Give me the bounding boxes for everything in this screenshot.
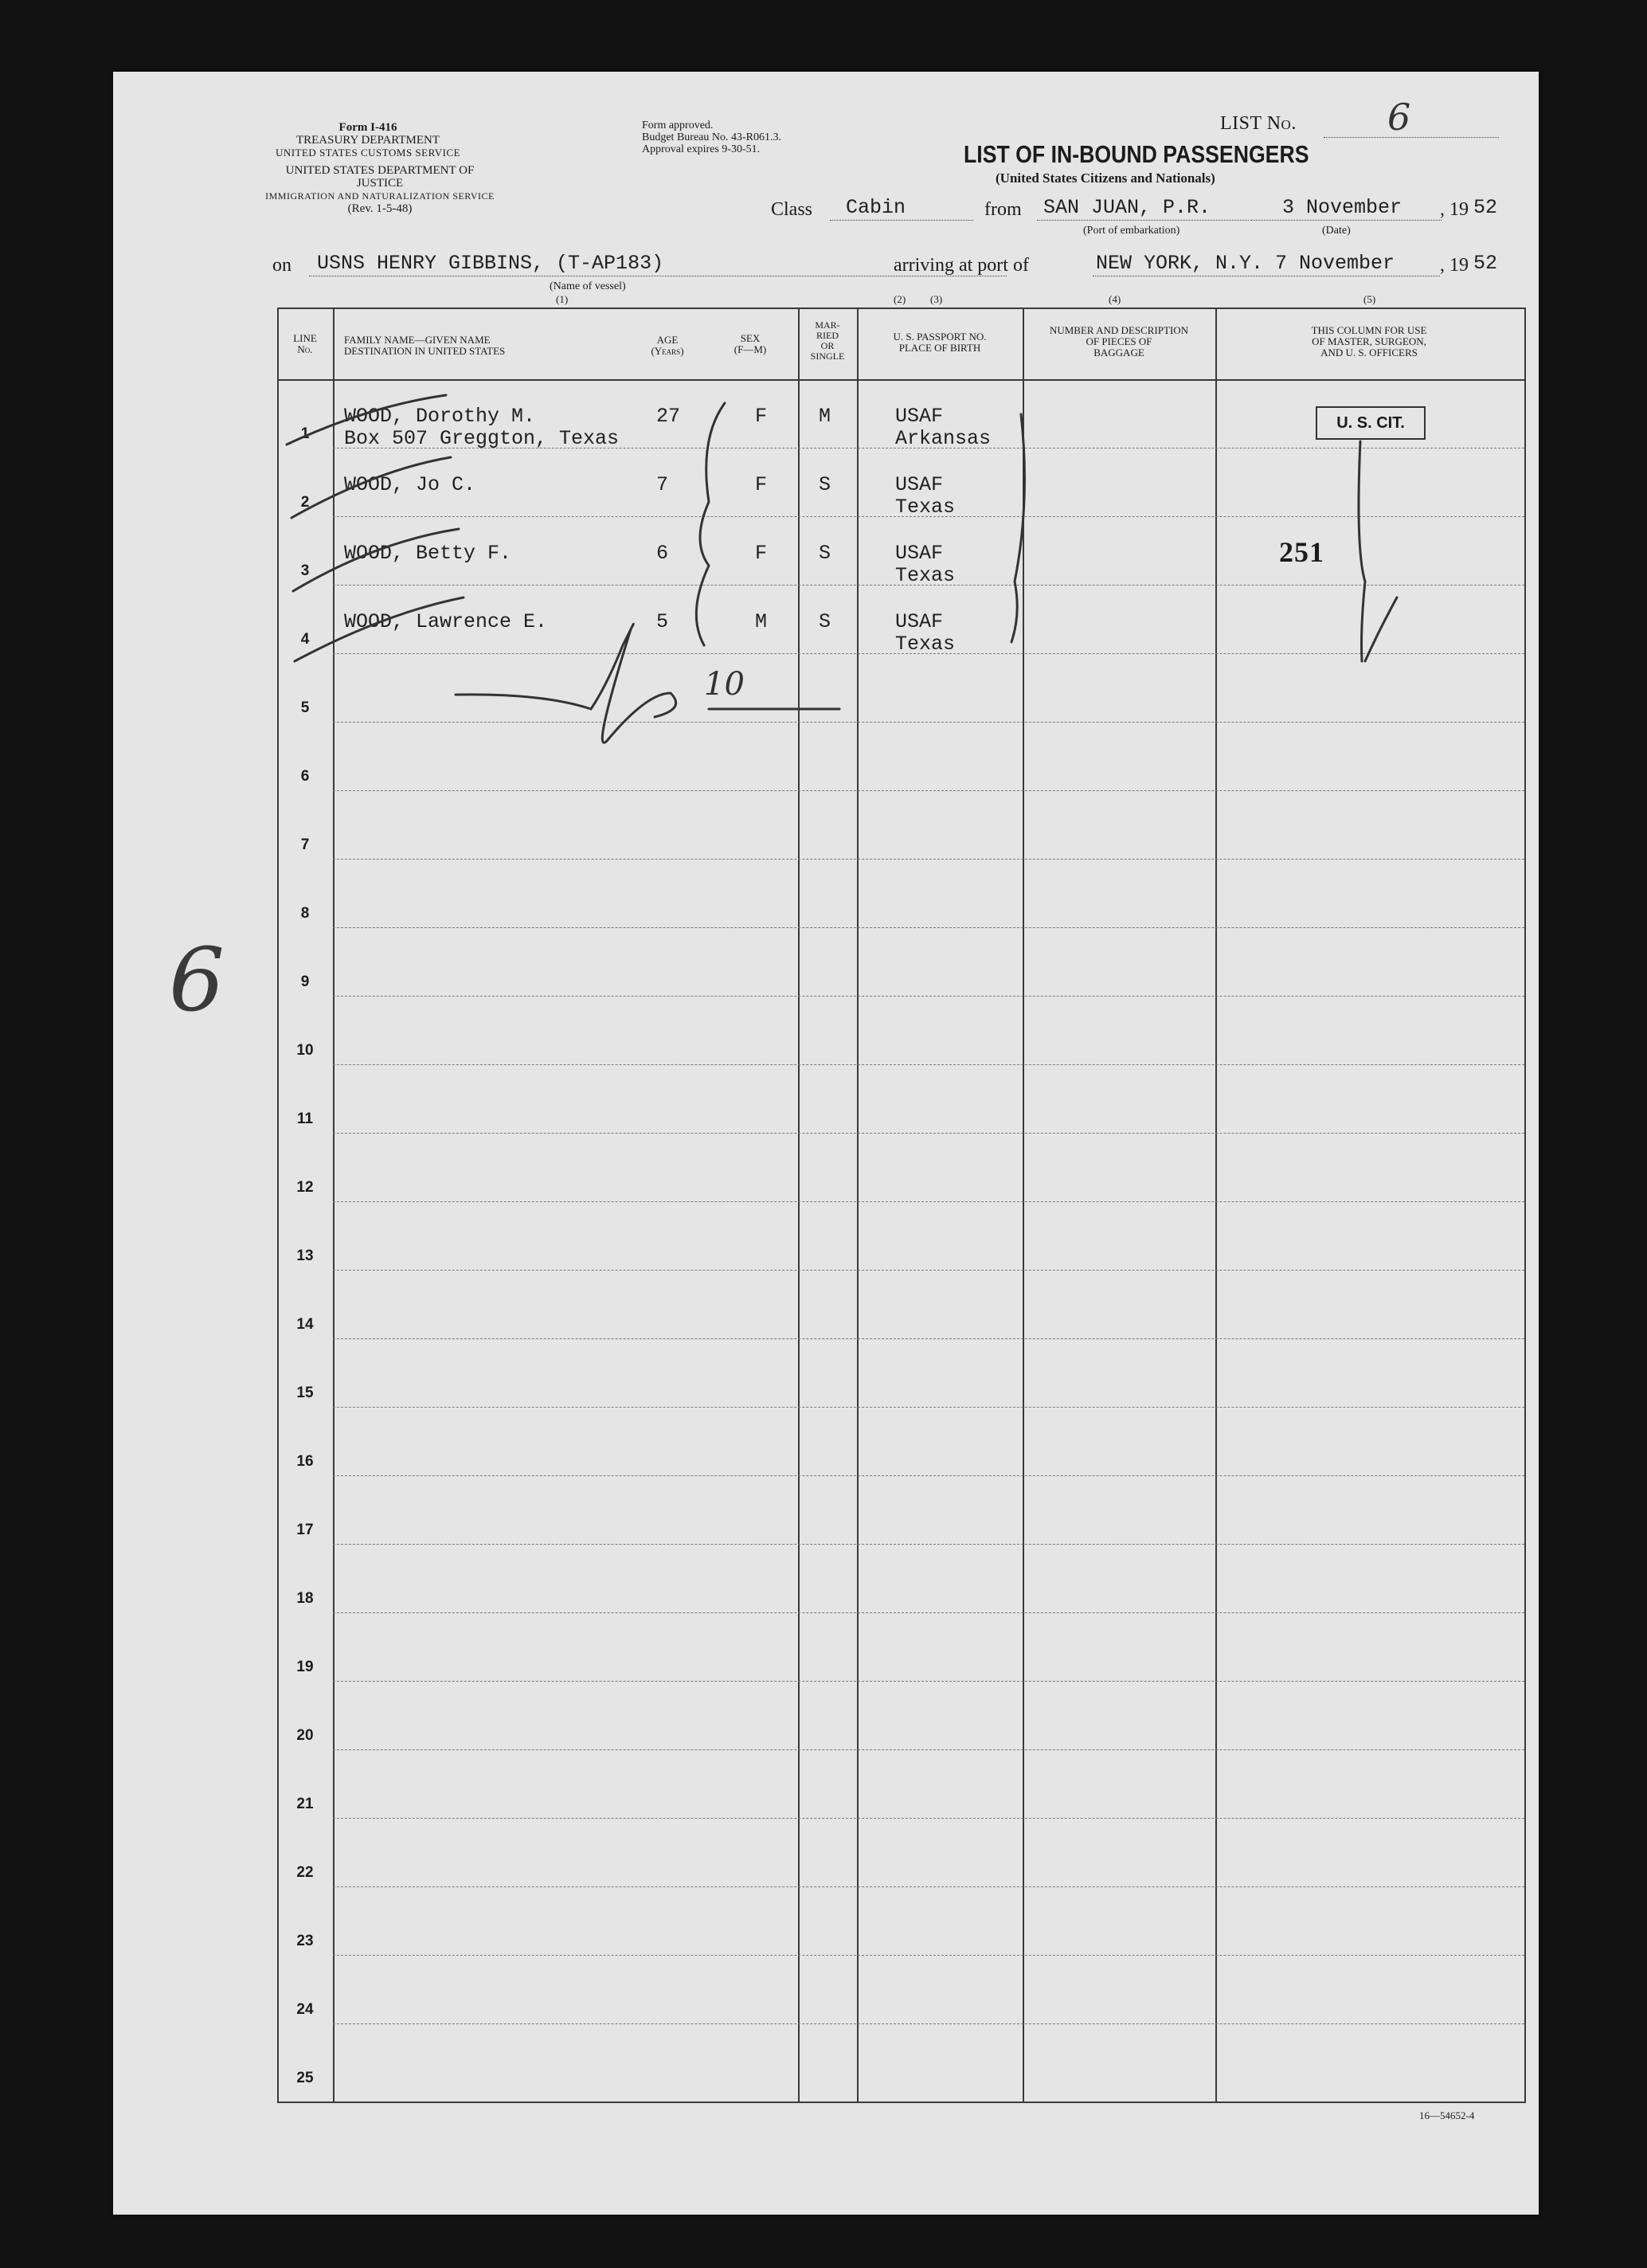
class-value: Cabin: [846, 196, 906, 219]
vessel-col-number: (1): [556, 293, 569, 305]
sex-unit-text: (F—M): [734, 343, 767, 355]
list-no-value: 6: [1387, 96, 1411, 139]
passenger-marital: S: [819, 610, 831, 633]
line-number: 25: [296, 2070, 314, 2086]
passenger-marital: S: [819, 473, 831, 496]
name-header-text: FAMILY NAME—GIVEN NAME: [344, 334, 491, 346]
col-number-5: (5): [1363, 293, 1376, 305]
customs-service: UNITED STATES CUSTOMS SERVICE: [275, 147, 461, 159]
ins-service: IMMIGRATION AND NATURALIZATION SERVICE: [265, 190, 495, 202]
officer-mark: 251: [1279, 536, 1324, 568]
passenger-marital: S: [819, 542, 831, 565]
treasury-dept: TREASURY DEPARTMENT: [295, 134, 440, 147]
line-number: 15: [296, 1385, 314, 1401]
line-number: 19: [296, 1659, 314, 1675]
passenger-destination: Box 507 Greggton, Texas: [344, 427, 620, 450]
passenger-passport: USAF: [895, 405, 944, 428]
officers-header-1: THIS COLUMN FOR USE: [1311, 324, 1427, 336]
passenger-name: WOOD, Jo C.: [344, 473, 476, 496]
marital-header-3: OR: [820, 340, 835, 351]
marital-header-2: RIED: [816, 330, 839, 341]
baggage-mark: [1011, 414, 1025, 642]
approval-line-1: Form approved.: [642, 119, 714, 131]
line-no-header-text: LINE No.: [293, 332, 317, 355]
officer-check: [1359, 441, 1397, 661]
line-number: 4: [300, 631, 310, 648]
passenger-birthplace: Texas: [895, 496, 956, 519]
line-number: 1: [300, 425, 310, 442]
date-caption: (Date): [1322, 225, 1351, 237]
line-number: 11: [296, 1110, 314, 1127]
marital-header-1: MAR-: [815, 319, 840, 331]
approval-line-2: Budget Bureau No. 43-R061.3.: [642, 131, 781, 143]
col-number-4: (4): [1109, 293, 1121, 305]
approval-line-3: Approval expires 9-30-51.: [642, 143, 761, 155]
passenger-passport: USAF: [895, 542, 944, 565]
depart-date: 3 November: [1282, 196, 1402, 219]
line-number: 24: [296, 2001, 314, 2018]
col-number-3: (3): [930, 293, 943, 305]
baggage-header-2: OF PIECES OF: [1086, 335, 1152, 347]
passenger-sex: F: [755, 405, 768, 428]
officers-header-2: OF MASTER, SURGEON,: [1312, 335, 1426, 347]
embark-caption: (Port of embarkation): [1083, 225, 1180, 237]
depart-year: 52: [1473, 196, 1498, 219]
passenger-name: WOOD, Betty F.: [344, 542, 512, 565]
line-number: 6: [300, 768, 310, 785]
age-unit-text: (Years): [651, 345, 684, 357]
depart-year-prefix: , 19: [1440, 199, 1469, 220]
form-number: Form I-416: [338, 121, 397, 134]
passenger-sex: F: [755, 542, 768, 565]
line-number: 20: [296, 1727, 314, 1744]
signature-mark: [456, 624, 676, 742]
destination-header-text: DESTINATION IN UNITED STATES: [344, 345, 506, 357]
stamp-text: U. S. CIT.: [1336, 414, 1405, 432]
passenger-age: 5: [656, 610, 669, 633]
page-title: LIST OF IN-BOUND PASSENGERS: [964, 140, 1309, 168]
vessel-caption: (Name of vessel): [550, 280, 626, 292]
class-label: Class: [771, 199, 813, 220]
line-number: 18: [296, 1590, 314, 1607]
baggage-header-3: BAGGAGE: [1093, 347, 1144, 358]
officers-header-3: AND U. S. OFFICERS: [1320, 347, 1418, 358]
passenger-passport: USAF: [895, 473, 944, 496]
line-number: 2: [300, 494, 310, 511]
line-number: 13: [296, 1248, 314, 1264]
list-no-label: LIST No.: [1220, 113, 1297, 134]
arrival-port-date: NEW YORK, N.Y. 7 November: [1096, 252, 1395, 275]
on-label: on: [272, 255, 291, 276]
arriving-label: arriving at port of: [894, 255, 1029, 276]
passport-header-text: U. S. PASSPORT NO.: [893, 331, 987, 343]
passenger-age: 6: [656, 542, 669, 565]
line-number: 23: [296, 1933, 314, 1949]
passenger-birthplace: Texas: [895, 633, 956, 656]
passenger-list-sheet: [113, 72, 1539, 2215]
margin-note: 6: [169, 929, 225, 1031]
line-number: 17: [296, 1522, 314, 1538]
line-number: 8: [300, 905, 310, 922]
line-number: 12: [296, 1179, 314, 1196]
form-revision: (Rev. 1-5-48): [347, 202, 413, 215]
passenger-marital: M: [819, 405, 831, 428]
marital-header-4: SINGLE: [810, 351, 845, 362]
embark-port: SAN JUAN, P.R.: [1043, 196, 1211, 219]
passenger-sex: F: [755, 473, 768, 496]
tick-mark: [295, 597, 464, 661]
page-subtitle: (United States Citizens and Nationals): [996, 170, 1215, 186]
vessel-name: USNS HENRY GIBBINS, (T-AP183): [317, 252, 664, 275]
passenger-name: WOOD, Lawrence E.: [344, 610, 548, 633]
passenger-birthplace: Texas: [895, 564, 956, 587]
passenger-age: 7: [656, 473, 669, 496]
passenger-birthplace: Arkansas: [895, 427, 992, 450]
line-number: 16: [296, 1453, 314, 1470]
line-number: 5: [300, 699, 310, 716]
passenger-passport: USAF: [895, 610, 944, 633]
line-number: 14: [296, 1316, 314, 1333]
line-number: 3: [300, 562, 310, 579]
passenger-age: 27: [656, 405, 681, 428]
footer-code: 16—54652-4: [1419, 2109, 1475, 2121]
tick-mark: [287, 395, 446, 445]
line-number: 21: [296, 1796, 314, 1812]
handwritten-fee: 10: [704, 666, 745, 703]
from-label: from: [984, 199, 1022, 220]
sex-header-text: SEX: [740, 332, 761, 344]
line-number: 10: [296, 1042, 314, 1059]
tick-mark: [293, 529, 459, 591]
tick-mark: [291, 457, 451, 518]
birthplace-header-text: PLACE OF BIRTH: [898, 342, 981, 354]
arrive-year-prefix: , 19: [1440, 255, 1469, 276]
col-number-2: (2): [894, 293, 906, 305]
passenger-sex: M: [755, 610, 768, 633]
bracket-mark: [696, 403, 725, 645]
arrive-year: 52: [1473, 252, 1498, 275]
line-number: 9: [300, 973, 310, 990]
line-number: 22: [296, 1864, 314, 1881]
age-header-text: AGE: [656, 334, 679, 346]
line-number: 7: [300, 836, 310, 853]
handwriting-strokes: [113, 72, 1539, 2215]
baggage-header-1: NUMBER AND DESCRIPTION: [1049, 324, 1189, 336]
justice-dept: UNITED STATES DEPARTMENT OF JUSTICE: [285, 164, 475, 190]
passenger-name: WOOD, Dorothy M.: [344, 405, 536, 428]
